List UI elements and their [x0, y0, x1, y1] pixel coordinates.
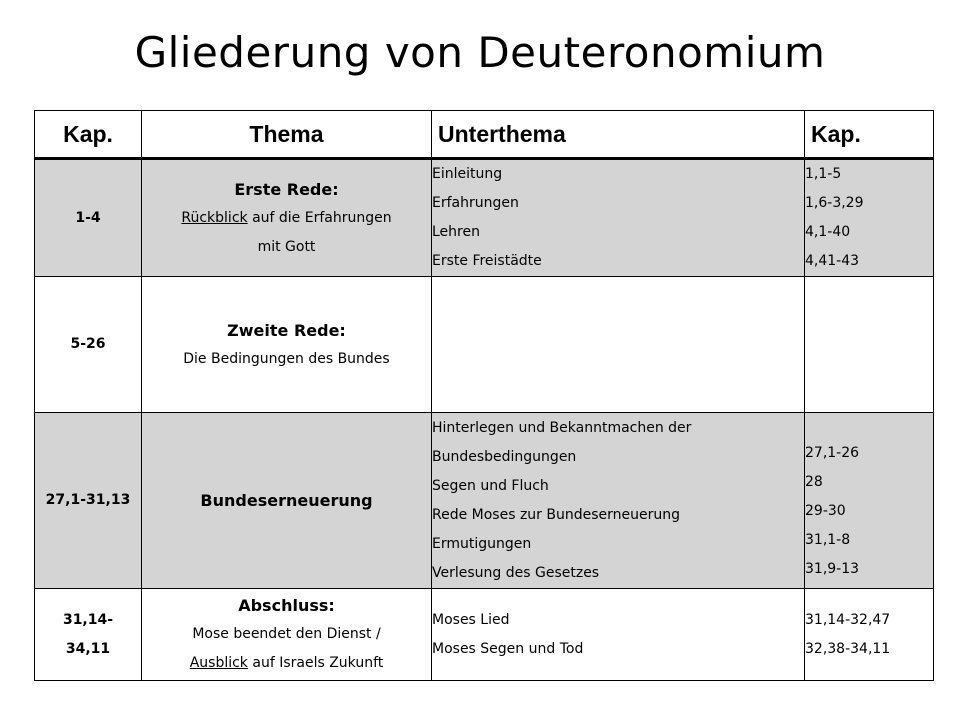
thema-cell — [142, 159, 432, 277]
list-item: Hinterlegen und Bekanntmachen der — [432, 419, 692, 436]
thema-subtitle-line2: mit Gott — [257, 238, 316, 255]
header-kap: Kap. — [35, 111, 142, 159]
unterthema-cell — [432, 159, 805, 277]
kap-ref-cell — [805, 159, 934, 277]
header-row — [35, 111, 934, 159]
list-item: 27,1-26 — [805, 445, 860, 461]
list-item: 4,41-43 — [805, 253, 860, 269]
list-item: Bundesbedingungen — [432, 448, 577, 465]
kap-cell — [35, 589, 142, 681]
thema-subtitle: Die Bedingungen des Bundes — [183, 350, 390, 367]
list-item: Segen und Fluch — [432, 477, 549, 494]
thema-sub-underlined: Rückblick — [181, 209, 248, 226]
list-item: Erfahrungen — [432, 195, 519, 211]
kap-cell: 5-26 — [35, 277, 142, 413]
kap-ref-cell — [805, 277, 934, 413]
list-item: Verlesung des Gesetzes — [432, 564, 600, 581]
list-item: Moses Segen und Tod — [432, 640, 584, 657]
page-title: Gliederung von Deuteronomium — [134, 28, 826, 77]
list-item: 4,1-40 — [805, 224, 851, 240]
list-item: Moses Lied — [432, 611, 510, 628]
unterthema-cell — [432, 277, 805, 413]
list-item: 31,14-32,47 — [805, 611, 891, 628]
outline-table — [34, 110, 934, 681]
header-unterthema: Unterthema — [432, 111, 805, 159]
unterthema-cell — [432, 413, 805, 589]
thema-title: Erste Rede: — [234, 179, 339, 199]
thema-cell — [142, 589, 432, 681]
kap-line-1: 31,14- — [62, 611, 114, 628]
thema-cell — [142, 277, 432, 413]
list-item: 32,38-34,11 — [805, 640, 891, 657]
list-item: Einleitung — [432, 166, 503, 182]
list-item: Lehren — [432, 224, 480, 240]
kap-ref-cell — [805, 589, 934, 681]
kap-cell: 1-4 — [35, 159, 142, 277]
thema-title: Bundeserneuerung — [200, 491, 373, 510]
list-item: Erste Freistädte — [432, 253, 542, 269]
thema-subtitle — [142, 204, 431, 233]
thema-cell — [142, 413, 432, 589]
thema-title: Zweite Rede: — [227, 320, 346, 340]
thema-sub-underlined: Ausblick — [189, 655, 248, 671]
kap-ref-cell — [805, 413, 934, 589]
kap-line-2: 34,11 — [65, 640, 111, 657]
list-item: 28 — [805, 474, 823, 490]
thema-subtitle: Mose beendet den Dienst / — [192, 626, 381, 642]
header-thema: Thema — [142, 111, 432, 159]
thema-subtitle-line2 — [142, 649, 431, 678]
list-item: 1,1-5 — [805, 166, 842, 182]
list-item: 29-30 — [805, 503, 846, 519]
list-item: Rede Moses zur Bundeserneuerung — [432, 506, 681, 523]
list-item: 1,6-3,29 — [805, 195, 864, 211]
thema-sub-rest: auf Israels Zukunft — [247, 655, 384, 671]
list-item: 31,9-13 — [805, 561, 860, 577]
thema-sub-rest: auf die Erfahrungen — [247, 209, 392, 226]
kap-cell: 27,1-31,13 — [35, 413, 142, 589]
header-kap-ref: Kap. — [805, 111, 934, 159]
table-row — [35, 159, 934, 277]
table-row — [35, 589, 934, 681]
list-item: 31,1-8 — [805, 532, 851, 548]
list-item: Ermutigungen — [432, 535, 532, 552]
table-row — [35, 277, 934, 413]
thema-title: Abschluss: — [238, 596, 335, 615]
unterthema-cell — [432, 589, 805, 681]
table-row — [35, 413, 934, 589]
